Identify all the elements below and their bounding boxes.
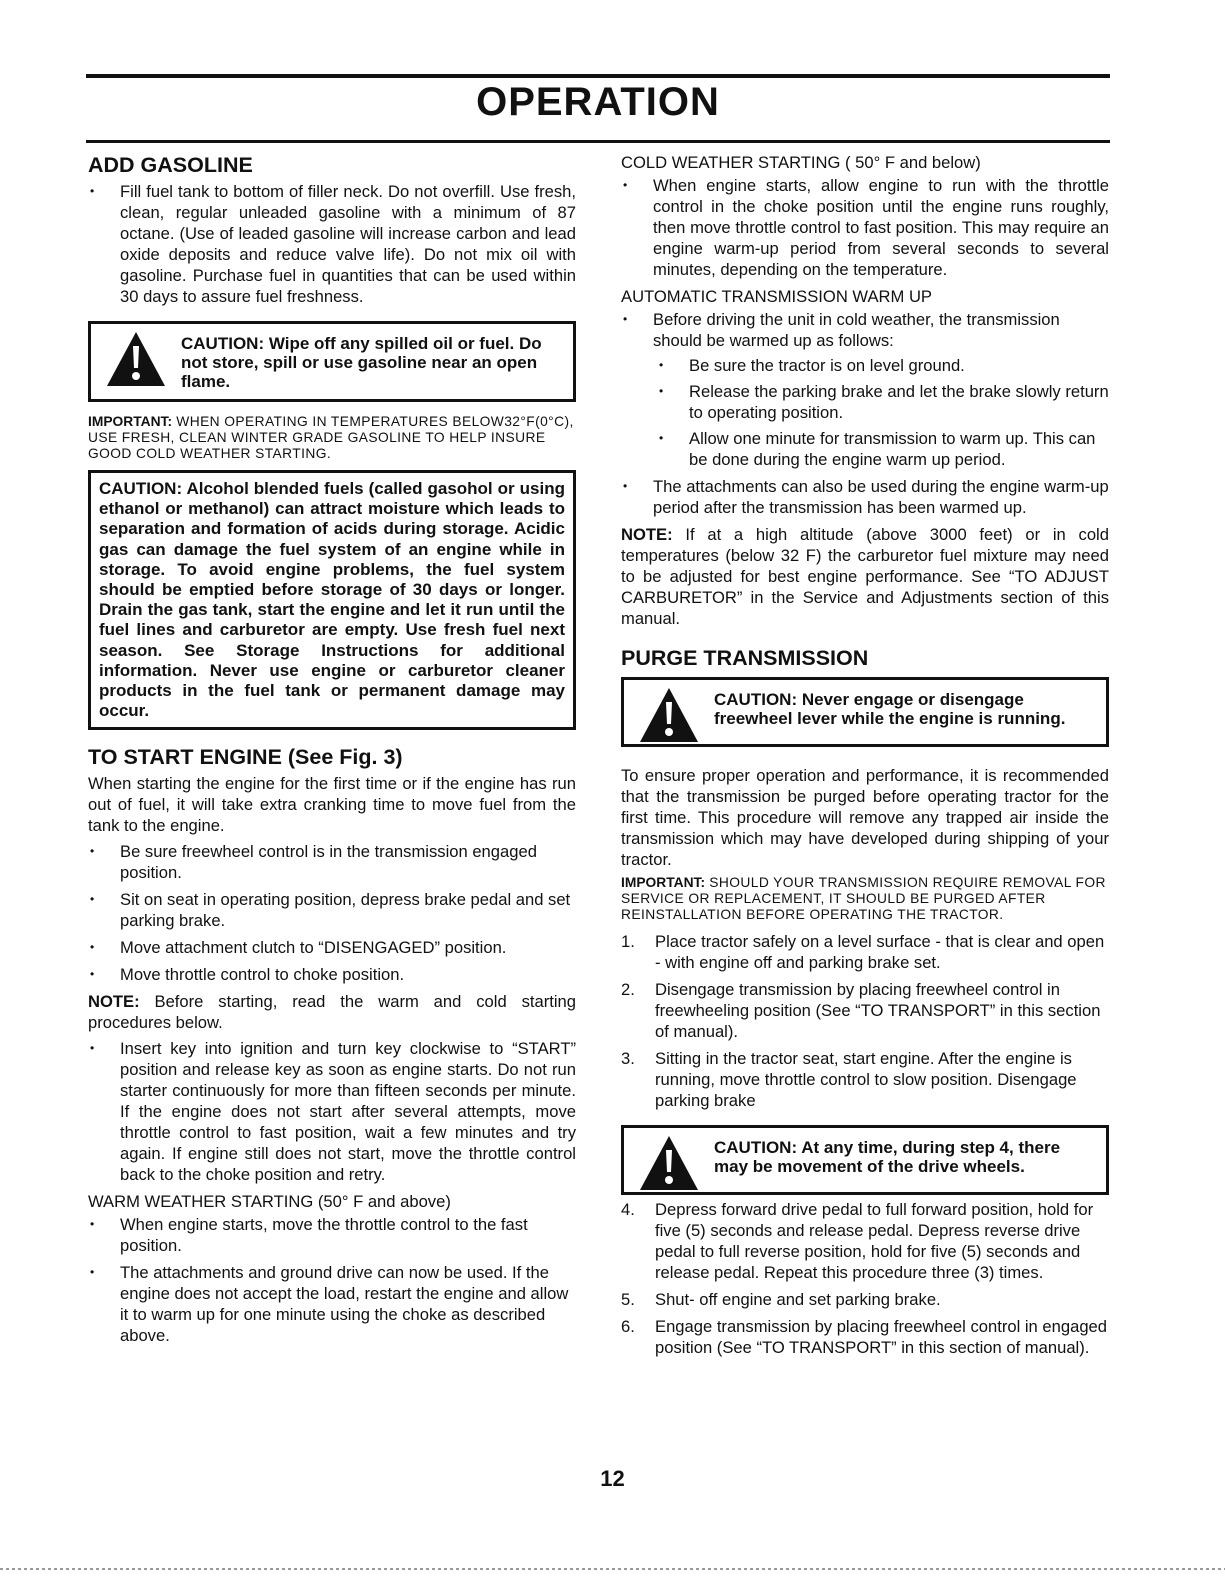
step-text: Depress forward drive pedal to full forward position, hold for five (5) seconds and release pedal. Depress reverse drive pedal to full reverse position, hold for five (5) seconds and release pedal. Repeat this procedure three (3) times. (655, 1200, 1094, 1282)
important-text: WHEN OPERATING IN TEMPERATURES BELOW32°F(0°C), USE FRESH, CLEAN WINTER GRADE GASOLINE TO HELP INSURE GOOD COLD WEATHER STARTING. (88, 414, 574, 461)
list-item (621, 931, 1109, 973)
purge-transmission-heading: PURGE TRANSMISSION (621, 646, 869, 670)
start-engine-list-2 (88, 1038, 576, 1185)
list-item (621, 1199, 1109, 1283)
sub-list-item: • Release the parking brake and let the brake slowly return to operating position. (621, 381, 1109, 423)
purge-steps-2 (621, 1199, 1109, 1358)
important-note (88, 414, 576, 462)
page-title: OPERATION (476, 80, 720, 124)
step-number: 4. (621, 1200, 635, 1219)
caution-box-freewheel (621, 677, 1109, 747)
header-rule-bottom (86, 140, 1110, 143)
note-text: Before starting, read the warm and cold starting procedures below. (88, 992, 576, 1033)
note-label: NOTE: (621, 525, 673, 544)
important-label: IMPORTANT: (621, 875, 706, 890)
list-item (621, 1316, 1109, 1358)
step-number: 6. (621, 1317, 635, 1336)
list-item: • Sit on seat in operating position, depress brake pedal and set parking brake. (88, 889, 576, 931)
warning-triangle-icon (91, 324, 181, 388)
list-item: • The attachments and ground drive can now be used. If the engine does not accept the load, restart the engine and allow it to warm up for one minute using the choke as described above. (88, 1262, 576, 1346)
cold-weather-list (621, 175, 1109, 280)
warm-weather-heading: WARM WEATHER STARTING (50° F and above) (88, 1192, 451, 1212)
important-note (621, 875, 1109, 923)
scan-edge-line (0, 1568, 1225, 1570)
important-label: IMPORTANT: (88, 414, 173, 429)
add-gasoline-list (88, 181, 576, 307)
header-rule-top (86, 74, 1110, 78)
step-number: 2. (621, 980, 635, 999)
caution-box-flame (88, 321, 576, 402)
list-item: • Fill fuel tank to bottom of filler neck. Do not overfill. Use fresh, clean, regular unleaded gasoline with a minimum of 87 octane. (Use of leaded gasoline will increase carbon and lead oxide deposits and reduce valve life). Do not mix oil with gasoline. Purchase fuel in quantities that can be used within 30 days to assure fuel freshness. (88, 181, 576, 307)
step-text: Shut- off engine and set parking brake. (655, 1290, 941, 1309)
sub-list-item: • Allow one minute for transmission to warm up. This can be done during the engine warm up period. (621, 428, 1109, 470)
list-item: • The attachments can also be used during the engine warm-up period after the transmission has been warmed up. (621, 476, 1109, 518)
warning-triangle-icon (624, 1128, 714, 1192)
list-item-text: Before driving the unit in cold weather, the transmission should be warmed up as follows: (653, 310, 1060, 350)
list-item (621, 309, 1109, 470)
purge-steps (621, 931, 1109, 1111)
note-label: NOTE: (88, 992, 140, 1012)
right-column (621, 152, 1109, 1364)
step-number: 1. (621, 932, 635, 951)
start-engine-note (88, 991, 576, 1033)
list-item: • When engine starts, move the throttle control to the fast position. (88, 1214, 576, 1256)
caution-text: CAUTION: At any time, during step 4, there may be movement of the drive wheels. (714, 1138, 1061, 1176)
step-text: Place tractor safely on a level surface - that is clear and open - with engine off and parking brake set. (655, 932, 1105, 972)
step-number: 3. (621, 1049, 635, 1068)
list-item: • Insert key into ignition and turn key clockwise to “START” position and release key as soon as engine starts. Do not run starter continuously for more than fifteen seconds per minute. If the engine does not start after several attempts, move throttle control to fast position, wait a few minutes and try again. If engine still does not start, move the throttle control back to the choke position and retry. (88, 1038, 576, 1185)
auto-transmission-list (621, 309, 1109, 518)
list-item (621, 1048, 1109, 1111)
sub-list-item: • Be sure the tractor is on level ground. (621, 355, 1109, 376)
auto-transmission-sublist (621, 355, 1109, 470)
warning-triangle-icon (624, 680, 714, 744)
page-number: 12 (600, 1466, 625, 1491)
add-gasoline-heading: ADD GASOLINE (88, 153, 253, 177)
altitude-note (621, 524, 1109, 629)
list-item: • Be sure freewheel control is in the transmission engaged position. (88, 841, 576, 883)
list-item: • Move throttle control to choke position. (88, 964, 576, 985)
step-number: 5. (621, 1290, 635, 1309)
caution-text: CAUTION: Never engage or disengage freewheel lever while the engine is running. (714, 690, 1066, 728)
step-text: Engage transmission by placing freewheel control in engaged position (See “TO TRANSPORT” in this section of manual). (655, 1317, 1108, 1357)
caution-text: CAUTION: Wipe off any spilled oil or fuel. Do not store, spill or use gasoline near an open flame. (181, 334, 542, 391)
warm-weather-list (88, 1214, 576, 1346)
step-text: Disengage transmission by placing freewheel control in freewheeling position (See “TO TRANSPORT” in this section of manual). (655, 980, 1101, 1041)
auto-transmission-heading: AUTOMATIC TRANSMISSION WARM UP (621, 287, 932, 306)
cold-weather-heading: COLD WEATHER STARTING ( 50° F and below) (621, 153, 981, 172)
list-item (621, 1289, 1109, 1310)
important-text: SHOULD YOUR TRANSMISSION REQUIRE REMOVAL FOR SERVICE OR REPLACEMENT, IT SHOULD BE PURGED AFTER REINSTALLATION BEFORE OPERATING THE TRACTOR. (621, 875, 1106, 922)
step-text: Sitting in the tractor seat, start engine. After the engine is running, move throttle control to slow position. Disengage parking brake (655, 1049, 1077, 1110)
start-engine-intro: When starting the engine for the first time or if the engine has run out of fuel, it will take extra cranking time to move fuel from the tank to the engine. (88, 774, 576, 836)
list-item: • Move attachment clutch to “DISENGAGED” position. (88, 937, 576, 958)
start-engine-list (88, 841, 576, 985)
list-item: • When engine starts, allow engine to run with the throttle control in the choke position until the engine runs roughly, then move throttle control to fast position. This may require an engine warm-up period from several seconds to several minutes, depending on the temperature. (621, 175, 1109, 280)
left-column (88, 152, 576, 1352)
start-engine-heading: TO START ENGINE (See Fig. 3) (88, 745, 403, 770)
list-item (621, 979, 1109, 1042)
note-text: If at a high altitude (above 3000 feet) or in cold temperatures (below 32 F) the carburetor fuel mixture may need to be adjusted for best engine performance. See “TO ADJUST CARBURETOR” in the Service and Adjustments section of this manual. (621, 525, 1109, 628)
caution-box-drive-wheels (621, 1125, 1109, 1195)
purge-intro: To ensure proper operation and performance, it is recommended that the transmission be purged before operating tractor for the first time. This procedure will remove any trapped air inside the transmission which may have developed during shipping of your tractor. (621, 766, 1109, 869)
alcohol-fuel-caution-box: CAUTION: Alcohol blended fuels (called gasohol or using ethanol or methanol) can attract moisture which leads to separation and formation of acids during storage. Acidic gas can damage the fuel system of an engine while in storage. To avoid engine problems, the fuel system should be emptied before storage of 30 days or longer. Drain the gas tank, start the engine and let it run until the fuel lines and carburetor are empty. Use fresh fuel next season. See Storage Instructions for additional information. Never use engine or carburetor cleaner products in the fuel tank or permanent damage may occur. (88, 470, 576, 730)
